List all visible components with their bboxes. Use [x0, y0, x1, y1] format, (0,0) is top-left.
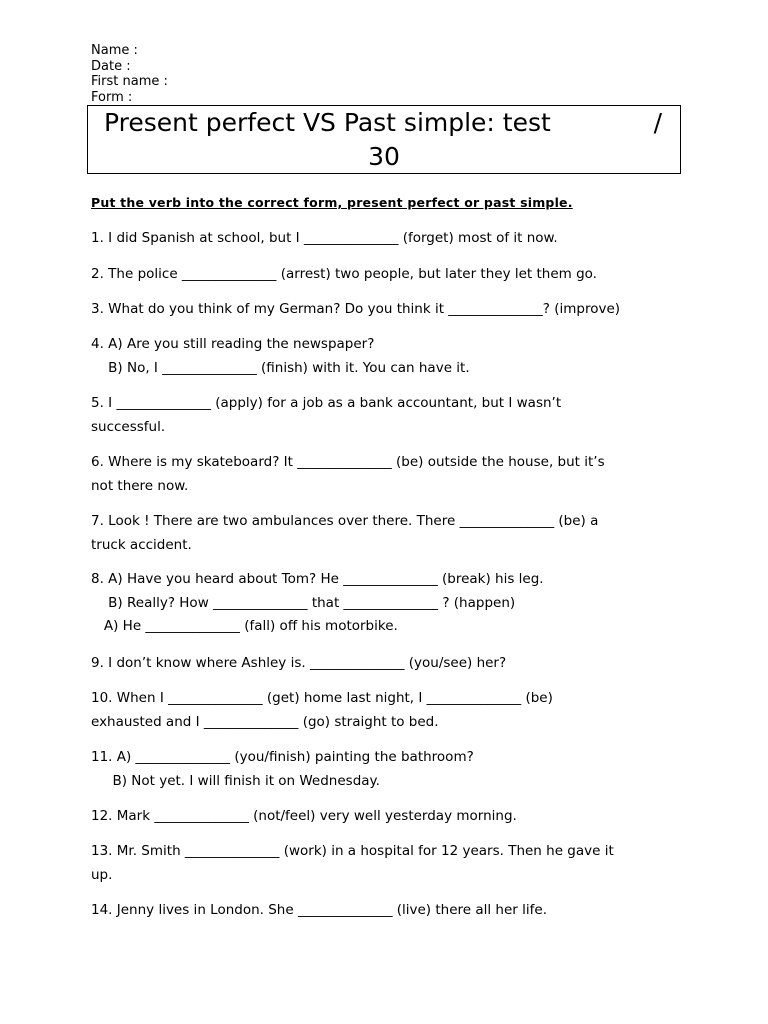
- question-10: [91, 687, 553, 734]
- question-4: [91, 333, 470, 380]
- question-line: B) Really? How ______________ that ______________ ? (happen): [91, 594, 516, 611]
- question-2: [91, 263, 597, 287]
- question-line: 13. Mr. Smith ______________ (work) in a hospital for 12 years. Then he gave it: [91, 843, 614, 859]
- question-line: 8. A) Have you heard about Tom? He ______________ (break) his leg.: [91, 571, 544, 587]
- question-line: truck accident.: [91, 536, 192, 553]
- instruction-text: Put the verb into the correct form, present perfect or past simple.: [91, 195, 573, 210]
- question-7: [91, 510, 598, 557]
- question-line: 1. I did Spanish at school, but I ______________ (forget) most of it now.: [91, 230, 558, 246]
- question-line: 3. What do you think of my German? Do you think it ______________? (improve): [91, 301, 621, 317]
- score-slash: /: [653, 108, 662, 137]
- question-line: up.: [91, 866, 113, 883]
- date-field-label: Date :: [91, 58, 131, 74]
- question-14: [91, 899, 547, 923]
- question-line: 9. I don’t know where Ashley is. ______________ (you/see) her?: [91, 655, 507, 671]
- title-box: [87, 105, 681, 174]
- name-field-label: Name :: [91, 43, 138, 58]
- question-line: 10. When I ______________ (get) home last night, I ______________ (be): [91, 690, 553, 706]
- question-12: [91, 805, 517, 829]
- form-field-label: Form :: [91, 89, 133, 105]
- question-11: [91, 746, 474, 793]
- page-title: Present perfect VS Past simple: test: [104, 108, 551, 137]
- question-line: successful.: [91, 418, 166, 435]
- question-line: 14. Jenny lives in London. She ______________ (live) there all her life.: [91, 902, 547, 918]
- score-total: 30: [368, 142, 400, 171]
- question-line: 5. I ______________ (apply) for a job as a bank accountant, but I wasn’t: [91, 395, 562, 411]
- question-8: [91, 568, 544, 639]
- question-line: B) Not yet. I will finish it on Wednesday.: [91, 772, 380, 789]
- question-1: [91, 227, 558, 251]
- student-info-fields: [91, 43, 168, 105]
- question-line: 11. A) ______________ (you/finish) painting the bathroom?: [91, 749, 474, 765]
- question-line: 4. A) Are you still reading the newspaper?: [91, 336, 375, 352]
- question-line: 7. Look ! There are two ambulances over there. There ______________ (be) a: [91, 513, 599, 529]
- question-13: [91, 840, 614, 887]
- question-3: [91, 298, 620, 322]
- question-line: 12. Mark ______________ (not/feel) very well yesterday morning.: [91, 808, 517, 824]
- question-line: exhausted and I ______________ (go) straight to bed.: [91, 713, 439, 730]
- question-9: [91, 652, 506, 676]
- question-line: 2. The police ______________ (arrest) two people, but later they let them go.: [91, 266, 597, 282]
- first-name-field-label: First name :: [91, 74, 168, 89]
- question-line: not there now.: [91, 477, 189, 494]
- question-5: [91, 392, 561, 439]
- question-line: A) He ______________ (fall) off his motorbike.: [91, 618, 398, 634]
- question-line: B) No, I ______________ (finish) with it. You can have it.: [91, 359, 470, 376]
- question-line: 6. Where is my skateboard? It ______________ (be) outside the house, but it’s: [91, 454, 605, 470]
- question-6: [91, 451, 605, 498]
